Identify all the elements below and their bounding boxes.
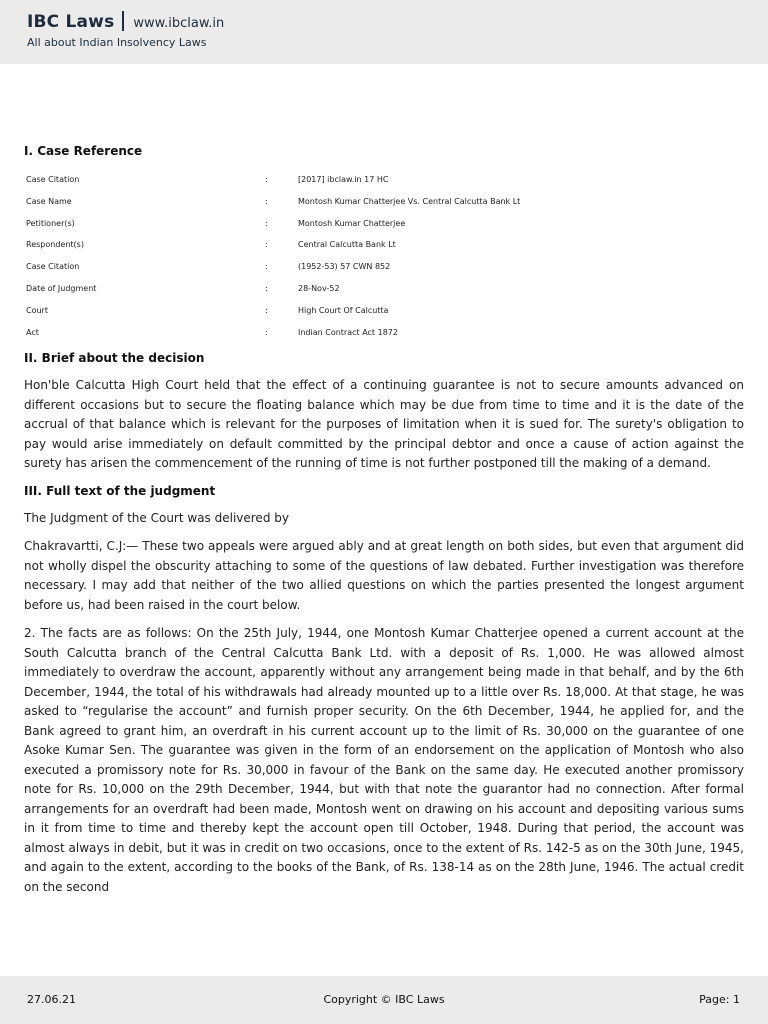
ref-value: Montosh Kumar Chatterjee Vs. Central Calcutta Bank Lt xyxy=(298,196,521,206)
document-body xyxy=(24,143,744,894)
ref-row xyxy=(24,259,744,281)
ref-colon: : xyxy=(265,240,268,250)
ref-label: Petitioner(s) xyxy=(26,218,75,228)
ref-value: Indian Contract Act 1872 xyxy=(298,327,398,337)
ref-value: Montosh Kumar Chatterjee xyxy=(298,218,406,228)
ref-row xyxy=(24,194,744,216)
ref-colon: : xyxy=(265,262,268,272)
ref-row xyxy=(24,172,744,194)
ref-colon: : xyxy=(265,196,268,206)
judgment-paragraph-2: 2. The facts are as follows: On the 25th July, 1944, one Montosh Kumar Chatterjee opened a current account at the South Calcutta branch of the Central Calcutta Bank Ltd. with a deposit of Rs. 1,000. He was allowed almost immediately to overdraw the account, apparently without any arrangement being made in that behalf, and by the 6th December, 1944, the total of his withdrawals had already mounted up to a little over Rs. 18,000. At that stage, he was asked to “regularise the account” and furnish proper security. On the 6th December, 1944, he applied for, and the Bank agreed to grant him, an overdraft in his current account up to the limit of Rs. 30,000 on the guarantee of one Asoke Kumar Sen. The guarantee was given in the form of an endorsement on the application of Montosh who also executed a promissory note for Rs. 30,000 in favour of the Bank on the same day. He executed another promissory note for Rs. 10,000 on the 29th December, 1944, but with that note the guarantor had no connection. After formal arrangements for an overdraft had been made, Montosh went on drawing on his account and depositing various sums in it from time to time and thereby kept the account open till October, 1948. During that period, the account was almost always in debit, but it was in credit on two occasions, once to the extent of Rs. 142-5 as on the 30th June, 1945, and again to the extent, according to the books of the Bank, of Rs. 138-14 as on the 28th June, 1946. The actual credit on the second xyxy=(24,626,744,894)
case-reference-heading: I. Case Reference xyxy=(24,144,143,158)
ref-label: Act xyxy=(26,327,39,337)
ref-colon: : xyxy=(265,305,268,315)
ref-row xyxy=(24,281,744,303)
brand-url: www.ibclaw.in xyxy=(133,16,225,31)
ref-row xyxy=(24,303,744,325)
ref-row xyxy=(24,237,744,259)
brief-paragraph: Hon'ble Calcutta High Court held that the effect of a continuing guarantee is not to secure amounts advanced on different occasions but to secure the floating balance which may be due from time to time and it is the date of the accrual of that balance which is relevant for the purposes of limitation when it is sued for. The surety's obligation to pay would arise immediately on default committed by the principal debtor and once a cause of action against the surety has arisen the commencement of the running of time is not further postponed till the making of a demand. xyxy=(24,378,744,471)
ref-row xyxy=(24,216,744,238)
ref-colon: : xyxy=(265,283,268,293)
ref-colon: : xyxy=(265,327,268,337)
ref-label: Case Citation xyxy=(26,175,80,184)
ref-label: Case Name xyxy=(26,196,72,206)
ref-colon: : xyxy=(265,175,268,184)
brand-divider xyxy=(122,11,124,31)
footer-page-number: Page: 1 xyxy=(699,993,740,1006)
ref-value: High Court Of Calcutta xyxy=(298,305,389,315)
ref-colon: : xyxy=(265,218,268,228)
footer-copyright: Copyright © IBC Laws xyxy=(323,993,445,1006)
ref-label: Case Citation xyxy=(26,262,80,272)
ref-label: Court xyxy=(26,305,48,315)
brand-name: IBC Laws xyxy=(27,12,115,32)
full-text-heading: III. Full text of the judgment xyxy=(24,483,216,498)
ref-value: (1952-53) 57 CWN 852 xyxy=(298,262,391,272)
page-footer xyxy=(0,976,768,1024)
judgment-intro: The Judgment of the Court was delivered by xyxy=(24,510,289,525)
brand xyxy=(27,11,224,32)
case-reference-table xyxy=(24,172,744,346)
judgment-paragraph-1: Chakravartti, C.J:— These two appeals were argued ably and at great length on both sides, but even that argument did not wholly dispel the obscurity attaching to some of the questions of law debated. Further investigation was therefore necessary. I may add that neither of the two allied questions on which the parties presented the longest argument before us, had been raised in the court below. xyxy=(24,539,744,612)
ref-value: [2017] ibclaw.in 17 HC xyxy=(298,175,389,184)
ref-value: Central Calcutta Bank Lt xyxy=(298,240,396,250)
ref-value: 28-Nov-52 xyxy=(298,283,340,293)
brief-heading: II. Brief about the decision xyxy=(24,351,205,366)
footer-date: 27.06.21 xyxy=(27,993,76,1006)
page-cut-container xyxy=(24,624,744,894)
ref-label: Respondent(s) xyxy=(26,240,84,250)
tagline: All about Indian Insolvency Laws xyxy=(27,36,207,49)
ref-row xyxy=(24,325,744,347)
ref-label: Date of Judgment xyxy=(26,283,97,293)
page-header xyxy=(0,0,768,64)
